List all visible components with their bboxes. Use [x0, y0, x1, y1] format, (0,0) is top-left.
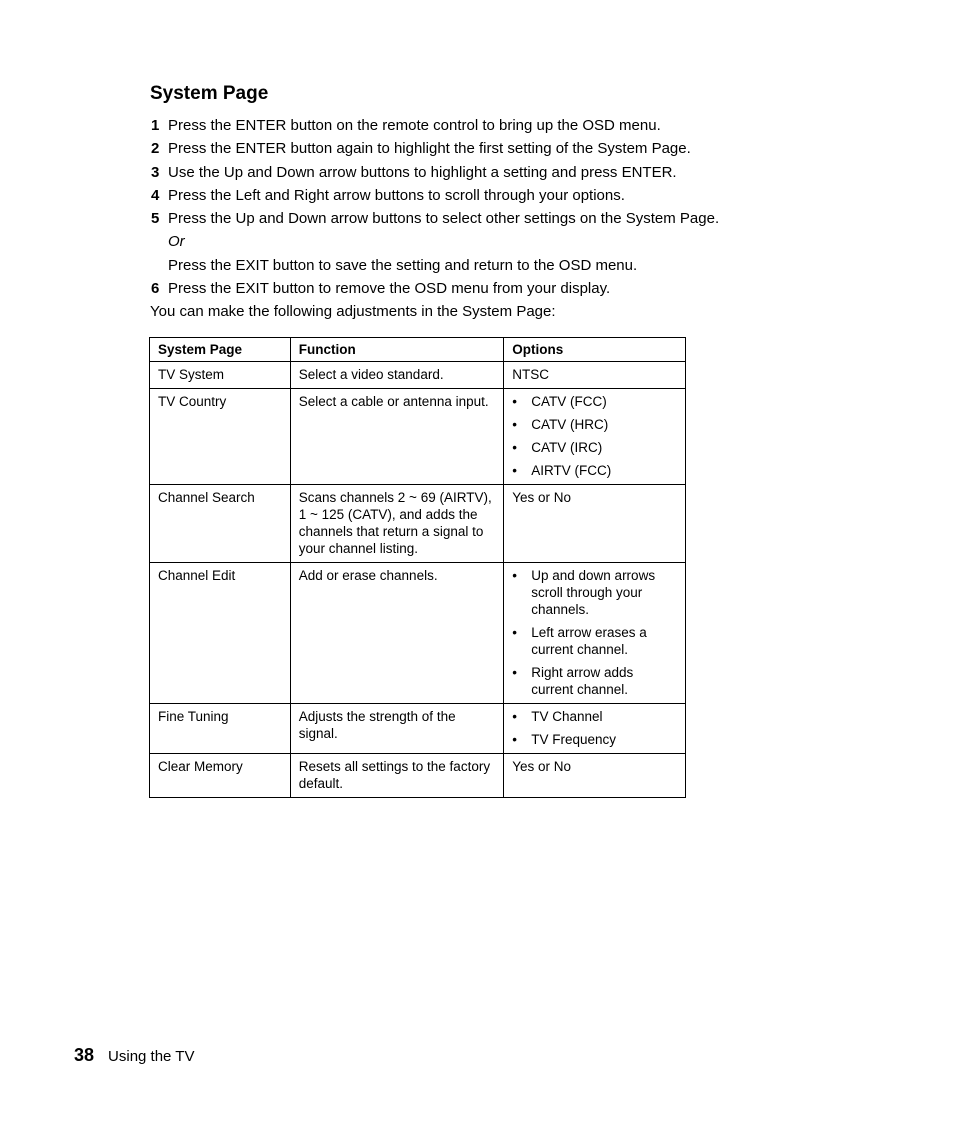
- footer-section: Using the TV: [108, 1048, 195, 1065]
- option-item: • Left arrow erases a current channel.: [512, 624, 678, 658]
- step-item: [150, 184, 870, 207]
- table-row: [150, 362, 686, 389]
- step-text: Press the Left and Right arrow buttons to scroll through your options.: [168, 186, 625, 204]
- function-cell: Select a video standard.: [290, 362, 504, 389]
- table-header-row: [150, 338, 686, 362]
- step-text: Press the EXIT button to remove the OSD menu from your display.: [168, 280, 611, 298]
- step-alt-text: Press the EXIT button to save the setting and return to the OSD menu.: [168, 256, 638, 274]
- options-cell: [504, 704, 686, 754]
- table-row: [150, 485, 686, 563]
- page-number: 38: [74, 1045, 95, 1065]
- option-item: • CATV (HRC): [512, 416, 678, 433]
- options-cell: Yes or No: [504, 754, 686, 798]
- step-number: 2: [151, 140, 160, 158]
- function-cell: Add or erase channels.: [290, 563, 504, 704]
- steps-list: [150, 114, 870, 300]
- step-number: 1: [151, 117, 160, 134]
- options-list: [512, 567, 678, 698]
- step-number: 4: [151, 186, 160, 204]
- step-text: Press the ENTER button again to highlight the first setting of the System Page.: [168, 140, 691, 158]
- page-title: System Page: [150, 83, 269, 104]
- setting-cell: Channel Edit: [150, 563, 291, 704]
- step-number: 3: [151, 163, 160, 181]
- setting-cell: TV System: [150, 362, 291, 389]
- function-cell: Resets all settings to the factory default.: [290, 754, 504, 798]
- table-row: [150, 704, 686, 754]
- option-item: • CATV (FCC): [512, 393, 678, 410]
- step-item: [150, 161, 870, 184]
- step-text: Press the ENTER button on the remote control to bring up the OSD menu.: [168, 117, 661, 134]
- option-item: • TV Channel: [512, 708, 678, 725]
- header-system-page: System Page: [150, 338, 291, 362]
- step-text: Press the Up and Down arrow buttons to select other settings on the System Page.: [168, 210, 720, 228]
- step-item: [150, 277, 870, 300]
- page-content: [150, 82, 870, 323]
- step-text: Use the Up and Down arrow buttons to highlight a setting and press ENTER.: [168, 163, 677, 181]
- options-list: [512, 393, 678, 479]
- setting-cell: TV Country: [150, 389, 291, 485]
- table-row: [150, 563, 686, 704]
- intro-text: You can make the following adjustments in the System Page:: [150, 303, 556, 321]
- step-item: [150, 114, 870, 137]
- setting-cell: Channel Search: [150, 485, 291, 563]
- options-cell: [504, 389, 686, 485]
- system-page-table: [149, 337, 686, 798]
- header-function: Function: [290, 338, 504, 362]
- step-item: [150, 137, 870, 160]
- function-cell: Select a cable or antenna input.: [290, 389, 504, 485]
- options-list: [512, 708, 678, 748]
- function-cell: Scans channels 2 ~ 69 (AIRTV), 1 ~ 125 (CATV), and adds the channels that return a signal to your channel listing.: [290, 485, 504, 563]
- option-item: • AIRTV (FCC): [512, 462, 678, 479]
- option-item: • Up and down arrows scroll through your channels.: [512, 567, 678, 618]
- setting-cell: Clear Memory: [150, 754, 291, 798]
- option-item: • CATV (IRC): [512, 439, 678, 456]
- step-number: 6: [151, 280, 160, 298]
- option-item: • Right arrow adds current channel.: [512, 664, 678, 698]
- options-cell: [504, 563, 686, 704]
- step-or: Or: [168, 233, 185, 251]
- page-footer: [74, 1044, 194, 1068]
- table-row: [150, 389, 686, 485]
- setting-cell: Fine Tuning: [150, 704, 291, 754]
- header-options: Options: [504, 338, 686, 362]
- step-number: 5: [151, 210, 160, 228]
- options-cell: NTSC: [504, 362, 686, 389]
- function-cell: Adjusts the strength of the signal.: [290, 704, 504, 754]
- option-item: • TV Frequency: [512, 731, 678, 748]
- table-row: [150, 754, 686, 798]
- options-cell: Yes or No: [504, 485, 686, 563]
- step-item: [150, 207, 870, 277]
